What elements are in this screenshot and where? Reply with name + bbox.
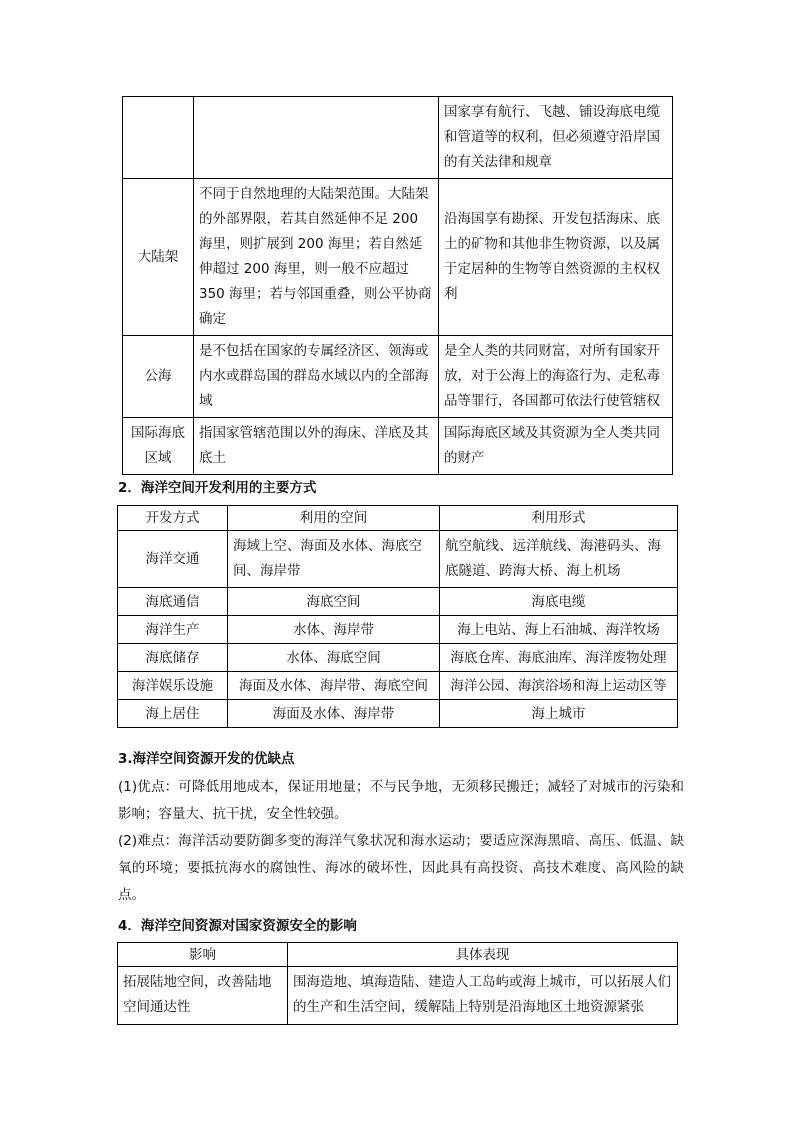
section-heading: 2．海洋空间开发利用的主要方式 [118, 480, 317, 496]
form-cell: 海底电缆 [440, 588, 678, 616]
form-cell: 海上电站、海上石油城、海洋牧场 [440, 616, 678, 644]
space-cell: 海面及水体、海岸带、海底空间 [228, 672, 440, 700]
zone-range-cell: 不同于自然地理的大陆架范围。大陆架的外部界限，若其自然延伸不足 200 海里，则扩展到 200 海里；若自然延伸超过 200 海里，则一般不应超过 350 海里；若与邻国重叠，则公平协商确定 [194, 179, 439, 336]
table-row [123, 97, 673, 179]
table-row [118, 531, 678, 588]
table-row [123, 179, 673, 336]
section-heading: 4．海洋空间资源对国家资源安全的影响 [118, 918, 357, 934]
column-header: 开发方式 [118, 506, 228, 531]
table-row [118, 700, 678, 728]
table-row [123, 336, 673, 418]
table-row [118, 967, 678, 1025]
table-row [123, 418, 673, 475]
sea-zones-table [122, 96, 673, 475]
column-header: 具体表现 [288, 943, 678, 967]
zone-range-cell [194, 97, 439, 179]
advantages-paragraph: (1)优点：可降低用地成本，保证用地量；不与民争地，无须移民搬迁；减轻了对城市的污染和影响；容量大、抗干扰，安全性较强。 [118, 779, 684, 822]
mode-cell: 海底储存 [118, 644, 228, 672]
mode-cell: 海洋娱乐设施 [118, 672, 228, 700]
mode-cell: 海上居住 [118, 700, 228, 728]
column-header: 利用形式 [440, 506, 678, 531]
mode-cell: 海洋交通 [118, 531, 228, 588]
space-cell: 水体、海岸带 [228, 616, 440, 644]
form-cell: 航空航线、远洋航线、海港码头、海底隧道、跨海大桥、海上机场 [440, 531, 678, 588]
zone-range-cell: 指国家管辖范围以外的海床、洋底及其底土 [194, 418, 439, 475]
form-cell: 海洋公园、海滨浴场和海上运动区等 [440, 672, 678, 700]
column-header: 利用的空间 [228, 506, 440, 531]
table-row [118, 616, 678, 644]
space-cell: 海域上空、海面及水体、海底空间、海岸带 [228, 531, 440, 588]
form-cell: 海底仓库、海底油库、海洋废物处理 [440, 644, 678, 672]
table-row [118, 672, 678, 700]
zone-range-cell: 是不包括在国家的专属经济区、领海或内水或群岛国的群岛水域以内的全部海域 [194, 336, 439, 418]
ocean-space-use-table [117, 505, 678, 728]
zone-name-cell: 国际海底区域 [123, 418, 194, 475]
table-header-row [118, 943, 678, 967]
zone-rights-cell: 沿海国享有勘探、开发包括海床、底土的矿物和其他非生物资源，以及属于定居种的生物等自然资源的主权权利 [439, 179, 673, 336]
zone-name-cell: 公海 [123, 336, 194, 418]
space-cell: 海面及水体、海岸带 [228, 700, 440, 728]
detail-cell: 围海造地、填海造陆、建造人工岛屿或海上城市，可以拓展人们的生产和生活空间，缓解陆上特别是沿海地区土地资源紧张 [288, 967, 678, 1025]
form-cell: 海上城市 [440, 700, 678, 728]
resource-security-table [117, 942, 678, 1025]
column-header: 影响 [118, 943, 288, 967]
table-header-row [118, 506, 678, 531]
mode-cell: 海洋生产 [118, 616, 228, 644]
zone-rights-cell: 国际海底区域及其资源为全人类共同的财产 [439, 418, 673, 475]
difficulties-paragraph: (2)难点：海洋活动要防御多变的海洋气象状况和海水运动；要适应深海黑暗、高压、低温、缺氧的环境；要抵抗海水的腐蚀性、海冰的破坏性，因此具有高投资、高技术难度、高风险的缺点。 [118, 833, 684, 903]
impact-cell: 拓展陆地空间，改善陆地空间通达性 [118, 967, 288, 1025]
mode-cell: 海底通信 [118, 588, 228, 616]
zone-rights-cell: 国家享有航行、飞越、铺设海底电缆和管道等的权利，但必须遵守沿岸国的有关法律和规章 [439, 97, 673, 179]
zone-rights-cell: 是全人类的共同财富，对所有国家开放，对于公海上的海盗行为、走私毒品等罪行，各国都可依法行使管辖权 [439, 336, 673, 418]
section-heading: 3.海洋空间资源开发的优缺点 [118, 751, 295, 767]
table-row [118, 644, 678, 672]
space-cell: 水体、海底空间 [228, 644, 440, 672]
zone-name-cell: 大陆架 [123, 179, 194, 336]
space-cell: 海底空间 [228, 588, 440, 616]
table-row [118, 588, 678, 616]
zone-name-cell [123, 97, 194, 179]
pros-cons-text [118, 774, 684, 909]
